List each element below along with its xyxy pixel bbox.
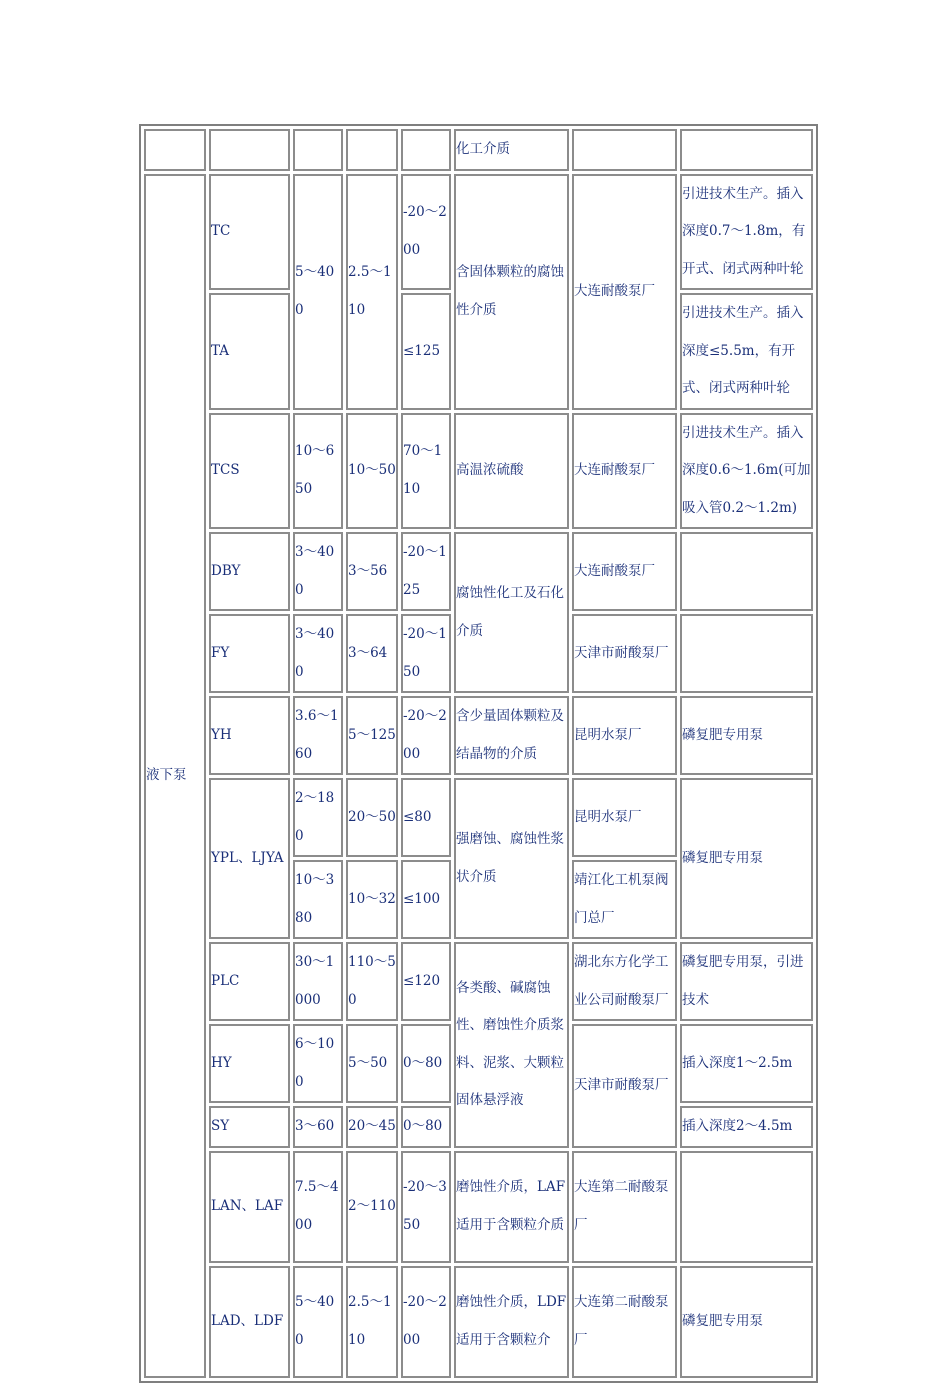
head-cell: 10～32 <box>346 860 398 939</box>
head-cell: 20～45 <box>346 1106 398 1148</box>
head-cell: 3～56 <box>346 532 398 611</box>
header-cell-empty <box>401 129 451 171</box>
header-cell-empty <box>144 129 206 171</box>
table-row <box>144 942 813 1021</box>
maker-cell: 天津市耐酸泵厂 <box>572 614 677 693</box>
temp-cell: ≤120 <box>401 942 451 1021</box>
table-row <box>144 778 813 857</box>
temp-cell: ≤125 <box>401 293 451 410</box>
model-cell: HY <box>209 1024 290 1103</box>
temp-cell: -20～200 <box>401 696 451 775</box>
head-cell: 2.5～110 <box>346 174 398 410</box>
head-cell: 3～64 <box>346 614 398 693</box>
flow-cell: 10～650 <box>293 413 343 530</box>
flow-cell: 3～400 <box>293 614 343 693</box>
flow-cell: 30～1000 <box>293 942 343 1021</box>
head-cell: 5～125 <box>346 696 398 775</box>
table-row <box>144 1151 813 1263</box>
model-cell: FY <box>209 614 290 693</box>
head-cell: 2.5～110 <box>346 1266 398 1378</box>
medium-cell: 磨蚀性介质，LAF适用于含颗粒介质 <box>454 1151 569 1263</box>
medium-cell: 腐蚀性化工及石化介质 <box>454 532 569 693</box>
notes-cell: 磷复肥专用泵 <box>680 696 813 775</box>
flow-cell: 10～380 <box>293 860 343 939</box>
notes-cell <box>680 532 813 611</box>
model-cell: DBY <box>209 532 290 611</box>
flow-cell: 5～400 <box>293 1266 343 1378</box>
pump-spec-table <box>139 124 818 1383</box>
notes-cell <box>680 1151 813 1263</box>
medium-cell: 磨蚀性介质，LDF适用于含颗粒介 <box>454 1266 569 1378</box>
maker-cell: 大连第二耐酸泵厂 <box>572 1266 677 1378</box>
notes-cell: 磷复肥专用泵 <box>680 778 813 939</box>
header-cell-empty <box>346 129 398 171</box>
temp-cell: -20～125 <box>401 532 451 611</box>
flow-cell: 2～180 <box>293 778 343 857</box>
head-cell: 2～110 <box>346 1151 398 1263</box>
table-row <box>144 174 813 291</box>
medium-cell: 含少量固体颗粒及结晶物的介质 <box>454 696 569 775</box>
flow-cell: 7.5～400 <box>293 1151 343 1263</box>
temp-cell: 0～80 <box>401 1106 451 1148</box>
table-row <box>144 129 813 171</box>
temp-cell: -20～150 <box>401 614 451 693</box>
temp-cell: ≤100 <box>401 860 451 939</box>
maker-cell: 大连耐酸泵厂 <box>572 532 677 611</box>
header-cell-empty <box>209 129 290 171</box>
temp-cell: -20～200 <box>401 174 451 291</box>
notes-cell <box>680 614 813 693</box>
model-cell: SY <box>209 1106 290 1148</box>
maker-cell: 大连耐酸泵厂 <box>572 174 677 410</box>
head-cell: 110～50 <box>346 942 398 1021</box>
head-cell: 20～50 <box>346 778 398 857</box>
model-cell: PLC <box>209 942 290 1021</box>
notes-cell: 磷复肥专用泵 <box>680 1266 813 1378</box>
model-cell: LAD、LDF <box>209 1266 290 1378</box>
flow-cell: 3～400 <box>293 532 343 611</box>
model-cell: TA <box>209 293 290 410</box>
model-cell: YPL、LJYA <box>209 778 290 939</box>
table-row <box>144 696 813 775</box>
table-row <box>144 532 813 611</box>
temp-cell: ≤80 <box>401 778 451 857</box>
temp-cell: 0～80 <box>401 1024 451 1103</box>
head-cell: 10～50 <box>346 413 398 530</box>
flow-cell: 5～400 <box>293 174 343 410</box>
maker-cell: 昆明水泵厂 <box>572 696 677 775</box>
medium-cell: 强磨蚀、腐蚀性浆状介质 <box>454 778 569 939</box>
maker-cell: 天津市耐酸泵厂 <box>572 1024 677 1148</box>
header-cell-empty <box>572 129 677 171</box>
header-cell-medium: 化工介质 <box>454 129 569 171</box>
maker-cell: 靖江化工机泵阀门总厂 <box>572 860 677 939</box>
temp-cell: -20～200 <box>401 1266 451 1378</box>
model-cell: TC <box>209 174 290 291</box>
head-cell: 5～50 <box>346 1024 398 1103</box>
table-row <box>144 1266 813 1378</box>
medium-cell: 含固体颗粒的腐蚀性介质 <box>454 174 569 410</box>
flow-cell: 3.6～160 <box>293 696 343 775</box>
table-row <box>144 413 813 530</box>
notes-cell: 引进技术生产。插入深度0.6～1.6m(可加吸入管0.2～1.2m) <box>680 413 813 530</box>
notes-cell: 引进技术生产。插入深度0.7～1.8m，有开式、闭式两种叶轮 <box>680 174 813 291</box>
model-cell: LAN、LAF <box>209 1151 290 1263</box>
notes-cell: 插入深度1～2.5m <box>680 1024 813 1103</box>
maker-cell: 大连第二耐酸泵厂 <box>572 1151 677 1263</box>
flow-cell: 6～100 <box>293 1024 343 1103</box>
maker-cell: 昆明水泵厂 <box>572 778 677 857</box>
maker-cell: 湖北东方化学工业公司耐酸泵厂 <box>572 942 677 1021</box>
notes-cell: 磷复肥专用泵，引进技术 <box>680 942 813 1021</box>
notes-cell: 引进技术生产。插入深度≤5.5m，有开式、闭式两种叶轮 <box>680 293 813 410</box>
medium-cell: 各类酸、碱腐蚀性、磨蚀性介质浆料、泥浆、大颗粒固体悬浮液 <box>454 942 569 1148</box>
maker-cell: 大连耐酸泵厂 <box>572 413 677 530</box>
category-cell: 液下泵 <box>144 174 206 1378</box>
notes-cell: 插入深度2～4.5m <box>680 1106 813 1148</box>
model-cell: TCS <box>209 413 290 530</box>
header-cell-empty <box>293 129 343 171</box>
temp-cell: -20～350 <box>401 1151 451 1263</box>
medium-cell: 高温浓硫酸 <box>454 413 569 530</box>
header-cell-empty <box>680 129 813 171</box>
flow-cell: 3～60 <box>293 1106 343 1148</box>
model-cell: YH <box>209 696 290 775</box>
table-frame <box>139 124 811 1348</box>
temp-cell: 70～110 <box>401 413 451 530</box>
